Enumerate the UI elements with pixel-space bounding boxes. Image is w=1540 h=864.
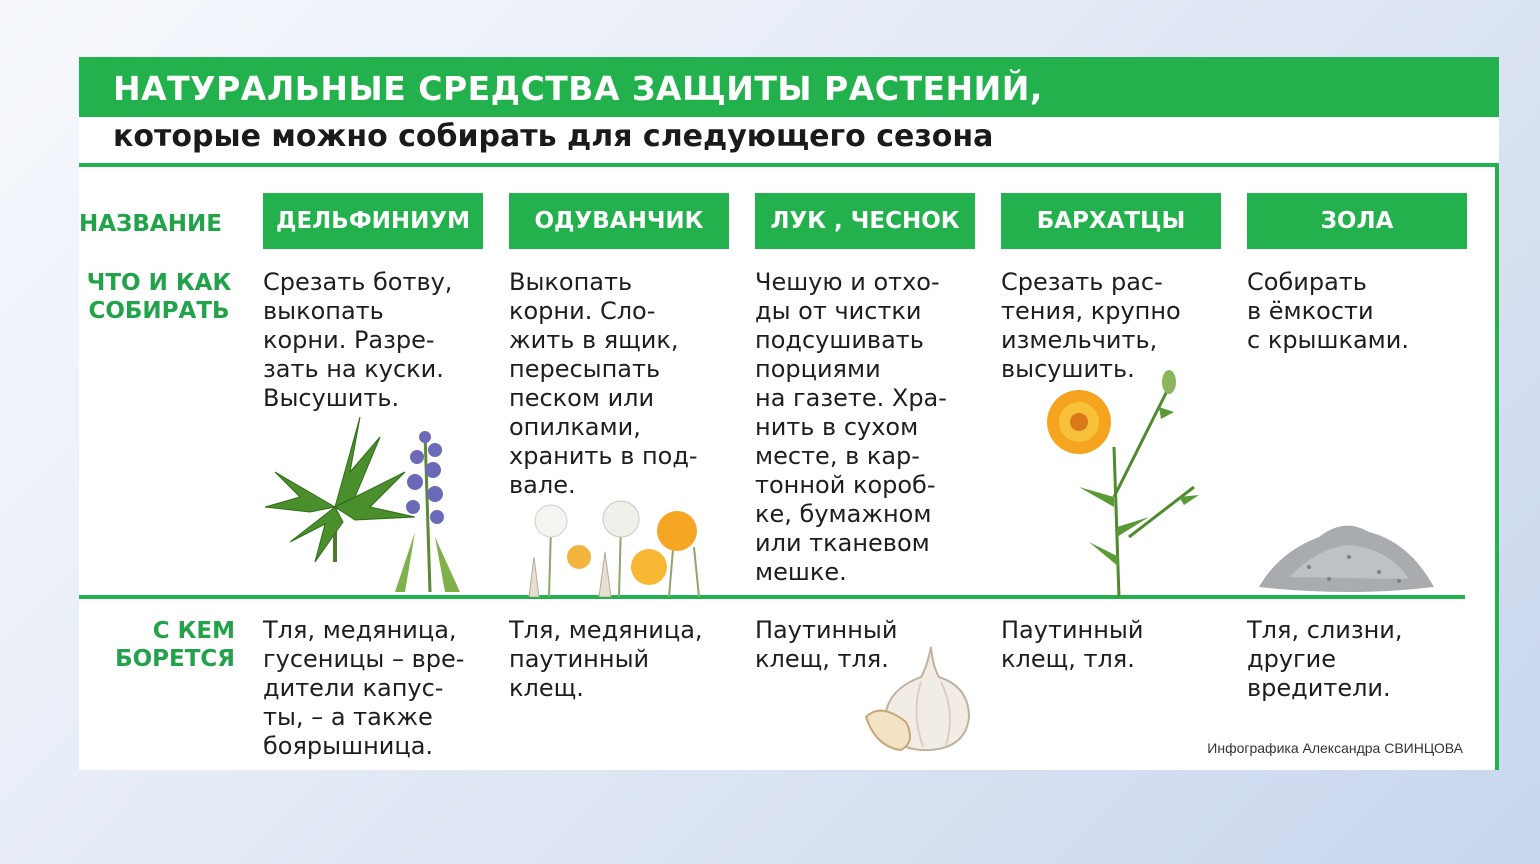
- column-header-marigold: БАРХАТЦЫ: [1001, 193, 1221, 249]
- subtitle-divider: [79, 163, 1499, 167]
- collect-onion-garlic: Чешую и отхо- ды от чистки подсушивать порциями на газете. Хра- нить в сухом месте, в кар- тонной короб- ке, бумажном или тканевом мешке.: [755, 268, 947, 586]
- collect-marigold: Срезать рас- тения, крупно измельчить, высушить.: [1001, 268, 1181, 383]
- credit-line: Инфографика Александра СВИНЦОВА: [1207, 740, 1463, 756]
- row-label-name: НАЗВАНИЕ: [79, 211, 222, 237]
- infographic-card: [79, 57, 1499, 770]
- column-header-ash: ЗОЛА: [1247, 193, 1467, 249]
- against-marigold: Паутинный клещ, тля.: [1001, 616, 1144, 673]
- page-title: НАТУРАЛЬНЫЕ СРЕДСТВА ЗАЩИТЫ РАСТЕНИЙ,: [113, 69, 1043, 108]
- against-delphinium: Тля, медяница, гусеницы – вре- дители капус- ты, – а также боярышница.: [263, 616, 465, 760]
- marigold-plant-icon: [1019, 367, 1219, 597]
- title-bar: [79, 57, 1499, 117]
- against-onion-garlic: Паутинный клещ, тля.: [755, 616, 898, 673]
- collect-ash: Собирать в ёмкости с крышками.: [1247, 268, 1409, 354]
- delphinium-plant-icon: [265, 412, 480, 592]
- column-header-delphinium: ДЕЛЬФИНИУМ: [263, 193, 483, 249]
- ash-pile-icon: [1259, 497, 1439, 597]
- column-header-dandelion: ОДУВАНЧИК: [509, 193, 729, 249]
- row-label-against: С КЕМ БОРЕТСЯ: [115, 618, 235, 672]
- collect-delphinium: Срезать ботву, выкопать корни. Разре- зать на куски. Высушить.: [263, 268, 453, 412]
- against-ash: Тля, слизни, другие вредители.: [1247, 616, 1403, 702]
- against-dandelion: Тля, медяница, паутинный клещ.: [509, 616, 703, 702]
- page-subtitle: которые можно собирать для следующего сезона: [113, 119, 994, 154]
- row-divider: [79, 595, 1465, 599]
- right-border: [1495, 163, 1499, 770]
- column-header-onion-garlic: ЛУК , ЧЕСНОК: [755, 193, 975, 249]
- collect-dandelion: Выкопать корни. Сло- жить в ящик, пересыпать песком или опилками, хранить в под- вале.: [509, 268, 698, 499]
- dandelion-plant-icon: [509, 497, 724, 597]
- row-label-what-how: ЧТО И КАК СОБИРАТЬ: [86, 270, 232, 324]
